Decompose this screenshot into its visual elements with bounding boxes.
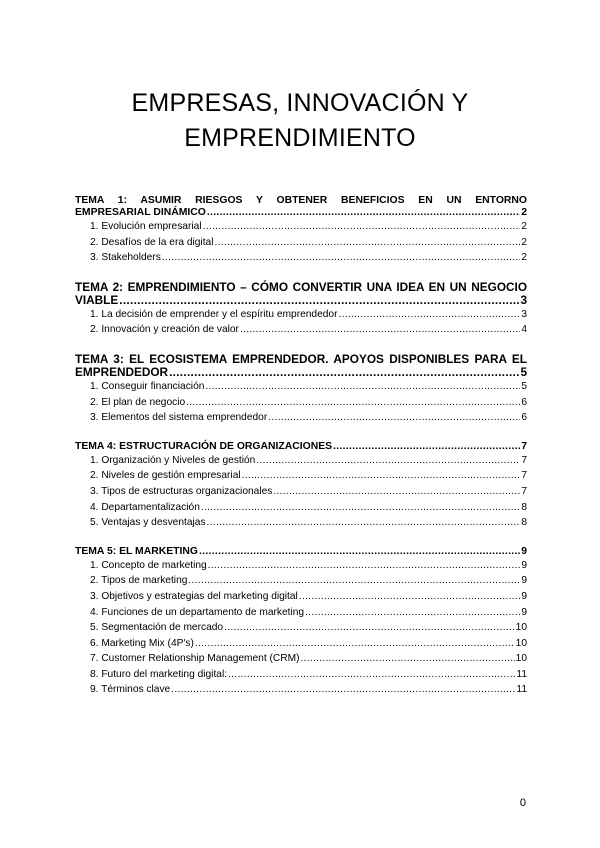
toc-item-label: 5. Ventajas y desventajas — [90, 517, 206, 529]
toc-dot-leader — [214, 235, 520, 251]
toc-item-label: 2. El plan de negocio — [90, 396, 186, 408]
toc-item-label: 3. Stakeholders — [90, 252, 161, 264]
toc-item-page: 8 — [521, 501, 527, 513]
toc-item[interactable] — [75, 558, 527, 574]
toc-dot-leader — [119, 294, 519, 307]
document-title — [0, 86, 600, 156]
toc-item-page: 7 — [521, 485, 527, 497]
toc-item[interactable] — [75, 573, 527, 589]
toc-heading-tema-3[interactable] — [75, 353, 527, 379]
toc-heading-tema-5[interactable] — [75, 546, 527, 558]
toc-dot-leader — [205, 379, 520, 395]
toc-item-label: 1. Concepto de marketing — [90, 559, 207, 571]
toc-heading-line-2: VIABLE — [75, 292, 119, 307]
toc-item-label: 4. Funciones de un departamento de marketing — [90, 606, 305, 618]
toc-dot-leader — [188, 573, 520, 589]
toc-item-page: 2 — [521, 252, 527, 264]
toc-heading-line-1: TEMA 2: EMPRENDIMIENTO – CÓMO CONVERTIR UNA IDEA EN UN NEGOCIO — [75, 279, 527, 294]
toc-item[interactable] — [75, 515, 527, 531]
toc-item-label: 7. Customer Relationship Management (CRM) — [90, 653, 300, 665]
toc-dot-leader — [195, 636, 515, 652]
toc-section-tema-3 — [75, 353, 527, 426]
toc-item-page: 2 — [521, 221, 527, 232]
toc-item-page: 10 — [515, 637, 527, 649]
toc-item-label: 2. Desafíos de la era digital — [90, 236, 214, 248]
toc-dot-leader — [207, 207, 520, 219]
toc-dot-leader — [207, 515, 521, 531]
toc-item-label: 3. Tipos de estructuras organizacionales — [90, 485, 273, 497]
toc-heading-line-1: TEMA 1: ASUMIR RIESGOS Y OBTENER BENEFICIOS EN UN ENTORNO — [75, 195, 527, 206]
toc-item-page: 7 — [521, 470, 527, 482]
toc-item-label: 2. Niveles de gestión empresarial — [90, 470, 241, 482]
toc-section-tema-2 — [75, 281, 527, 338]
toc-section-tema-4 — [75, 441, 527, 531]
toc-item[interactable] — [75, 620, 527, 636]
toc-section-tema-5 — [75, 546, 527, 698]
toc-item-label: 1. Conseguir financiación — [90, 380, 205, 392]
toc-heading-tema-2[interactable] — [75, 281, 527, 307]
toc-item-label: 1. Organización y Niveles de gestión — [90, 454, 256, 466]
toc-item[interactable] — [75, 651, 527, 667]
toc-dot-leader — [268, 410, 520, 426]
toc-item[interactable] — [75, 484, 527, 500]
toc-dot-leader — [162, 250, 521, 266]
toc-item-page: 9 — [521, 590, 527, 602]
toc-heading-page: 2 — [521, 207, 527, 218]
toc-item[interactable] — [75, 682, 527, 698]
toc-heading-tema-4[interactable] — [75, 441, 527, 453]
toc-item-page: 11 — [516, 668, 527, 680]
toc-item-page: 5 — [521, 380, 527, 392]
toc-dot-leader — [256, 453, 520, 469]
toc-dot-leader — [242, 468, 521, 484]
toc-item[interactable] — [75, 250, 527, 266]
toc-item[interactable] — [75, 219, 527, 235]
toc-item-page: 6 — [521, 396, 527, 408]
toc-item[interactable] — [75, 667, 527, 683]
toc-heading-page: 7 — [521, 440, 527, 452]
toc-heading-page: 5 — [520, 364, 527, 379]
toc-item-label: 5. Segmentación de mercado — [90, 622, 224, 634]
document-title-line-2: EMPRENDIMIENTO — [184, 124, 416, 152]
toc-dot-leader — [240, 322, 520, 338]
toc-dot-leader — [338, 307, 520, 323]
toc-section-tema-1 — [75, 195, 527, 266]
toc-item[interactable] — [75, 235, 527, 251]
toc-dot-leader — [224, 620, 515, 636]
toc-item-page: 9 — [521, 575, 527, 587]
toc-dot-leader — [208, 558, 521, 574]
toc-item[interactable] — [75, 468, 527, 484]
toc-item-label: 4. Departamentalización — [90, 501, 200, 513]
toc-dot-leader — [228, 667, 515, 683]
toc-heading-text: TEMA 5: EL MARKETING — [75, 545, 198, 557]
toc-dot-leader — [305, 605, 520, 621]
toc-item[interactable] — [75, 589, 527, 605]
toc-heading-page: 3 — [520, 292, 527, 307]
toc-item-label: 1. La decisión de emprender y el espíritu emprendedor — [90, 308, 338, 320]
toc-dot-leader — [201, 500, 520, 516]
toc-item-page: 9 — [521, 559, 527, 571]
toc-dot-leader — [199, 546, 520, 558]
toc-dot-leader — [273, 484, 520, 500]
toc-dot-leader — [301, 651, 515, 667]
toc-item-label: 1. Evolución empresarial — [90, 221, 202, 232]
toc-item-page: 11 — [516, 684, 527, 696]
toc-item-label: 2. Innovación y creación de valor — [90, 324, 239, 336]
toc-heading-line-2: EMPRENDEDOR — [75, 364, 169, 379]
toc-item-page: 2 — [521, 236, 527, 248]
toc-item-label: 8. Futuro del marketing digital: — [90, 668, 228, 680]
toc-dot-leader — [333, 441, 520, 453]
toc-item-page: 6 — [521, 412, 527, 424]
toc-item[interactable] — [75, 379, 527, 395]
document-title-line-1: EMPRESAS, INNOVACIÓN Y — [131, 89, 469, 117]
toc-heading-line-2: EMPRESARIAL DINÁMICO — [75, 207, 206, 218]
toc-item-label: 3. Objetivos y estrategias del marketing digital — [90, 590, 298, 602]
toc-item-page: 10 — [515, 653, 527, 665]
toc-dot-leader — [171, 682, 515, 698]
toc-heading-text: TEMA 4: ESTRUCTURACIÓN DE ORGANIZACIONES — [75, 440, 333, 452]
toc-item-page: 3 — [521, 308, 527, 320]
toc-heading-tema-1[interactable] — [75, 195, 527, 219]
toc-item-page: 9 — [521, 606, 527, 618]
toc-dot-leader — [203, 219, 521, 235]
toc-item-label: 9. Términos clave — [90, 684, 171, 696]
toc-item[interactable] — [75, 395, 527, 411]
page-number: 0 — [519, 797, 526, 809]
toc-dot-leader — [299, 589, 521, 605]
toc-heading-line-1: TEMA 3: EL ECOSISTEMA EMPRENDEDOR. APOYOS DISPONIBLES PARA EL — [75, 351, 527, 366]
toc-item[interactable] — [75, 322, 527, 338]
toc-item[interactable] — [75, 410, 527, 426]
toc-item-page: 8 — [521, 517, 527, 529]
toc-dot-leader — [186, 395, 520, 411]
toc-item-page: 4 — [521, 324, 527, 336]
toc-heading-page: 9 — [521, 545, 527, 557]
toc-item-label: 6. Marketing Mix (4P's) — [90, 637, 194, 649]
toc-item[interactable] — [75, 307, 527, 323]
toc-item-label: 2. Tipos de marketing — [90, 575, 188, 587]
toc-item[interactable] — [75, 605, 527, 621]
table-of-contents — [75, 195, 527, 713]
toc-item[interactable] — [75, 453, 527, 469]
toc-item-label: 3. Elementos del sistema emprendedor — [90, 412, 268, 424]
toc-dot-leader — [169, 366, 519, 379]
toc-item-page: 7 — [521, 454, 527, 466]
toc-item[interactable] — [75, 500, 527, 516]
toc-item[interactable] — [75, 636, 527, 652]
toc-item-page: 10 — [515, 622, 527, 634]
